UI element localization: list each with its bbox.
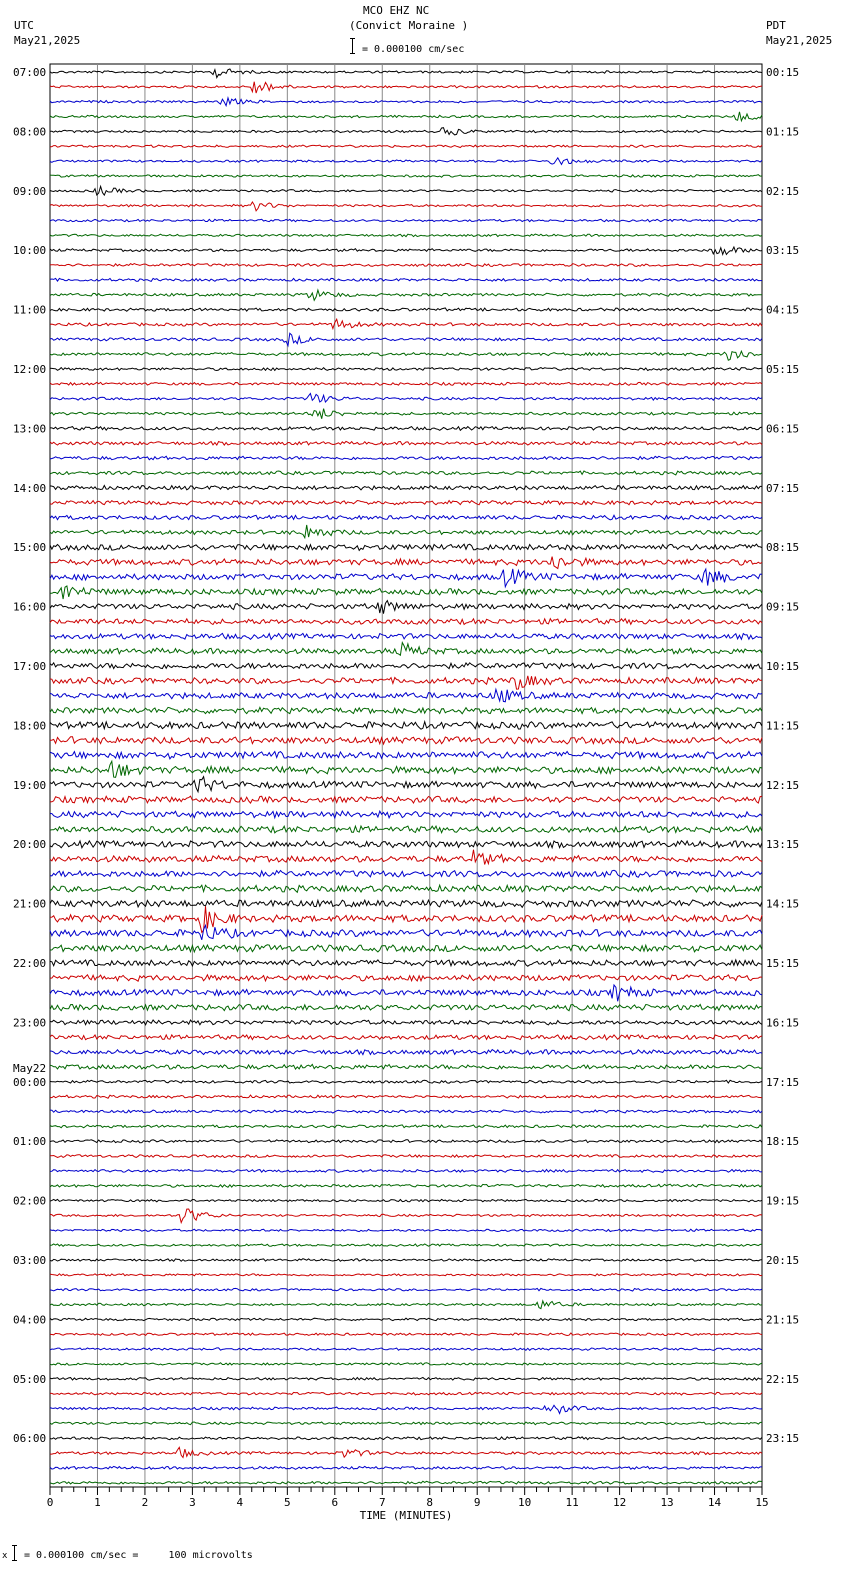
scale-bar-icon (352, 38, 353, 54)
trace-row (50, 796, 762, 803)
footer-scale-label: = 0.000100 cm/sec = 100 microvolts (24, 1550, 253, 1561)
station-title: MCO EHZ NC (363, 4, 430, 17)
trace-row (50, 501, 762, 505)
utc-hour-label: 08:00 (13, 125, 47, 139)
trace-row (50, 1437, 762, 1440)
trace-row (50, 1274, 762, 1276)
trace-row (50, 850, 762, 865)
trace-row (50, 409, 762, 419)
trace-row (50, 663, 762, 669)
trace-row (50, 557, 762, 569)
trace-row (50, 351, 762, 360)
trace-row (50, 975, 762, 981)
trace-row (50, 633, 762, 639)
pdt-hour-label: 12:15 (766, 778, 800, 792)
utc-hour-label: 23:00 (13, 1016, 47, 1030)
trace-row (50, 1348, 762, 1350)
right-date: May21,2025 (766, 34, 833, 47)
pdt-hour-label: 07:15 (766, 481, 800, 495)
pdt-hour-label: 15:15 (766, 957, 800, 970)
left-timezone: UTC (14, 19, 34, 32)
left-date: May21,2025 (14, 34, 81, 47)
trace-row (50, 471, 762, 475)
utc-hour-label: 10:00 (13, 244, 47, 258)
x-tick-label: 10 (518, 1496, 532, 1509)
trace-row (50, 525, 762, 538)
trace-row (50, 1170, 762, 1173)
trace-row (50, 158, 762, 165)
utc-hour-label: 11:00 (13, 303, 47, 317)
pdt-hour-label: 03:15 (766, 244, 800, 258)
x-tick-label: 11 (565, 1496, 579, 1509)
x-tick-label: 4 (236, 1496, 244, 1509)
pdt-hour-label: 22:15 (766, 1372, 800, 1386)
utc-hour-label: 15:00 (13, 541, 47, 555)
trace-row (50, 247, 762, 254)
pdt-hour-label: 21:15 (766, 1313, 800, 1327)
trace-row (50, 308, 762, 311)
trace-row (50, 960, 762, 966)
x-tick-label: 6 (331, 1496, 339, 1509)
pdt-hour-label: 09:15 (766, 600, 800, 614)
trace-row (50, 1080, 762, 1083)
trace-row (50, 1155, 762, 1158)
trace-row (50, 219, 762, 222)
utc-hour-label: 17:00 (13, 660, 47, 673)
x-axis-label: TIME (MINUTES) (359, 1509, 453, 1522)
x-tick-label: 5 (284, 1496, 291, 1509)
right-timezone: PDT (766, 19, 786, 32)
pdt-hour-label: 23:15 (766, 1432, 800, 1446)
trace-row (50, 945, 762, 952)
utc-hour-label: 12:00 (13, 363, 47, 376)
trace-row (50, 264, 762, 267)
trace-row (50, 777, 762, 792)
trace-row (50, 186, 762, 195)
trace-row (50, 643, 762, 656)
trace-row (50, 1481, 762, 1484)
trace-row (50, 1199, 762, 1201)
footer-prefix: x (2, 1551, 8, 1561)
trace-row (50, 885, 762, 892)
x-tick-label: 3 (189, 1496, 196, 1509)
trace-row (50, 544, 762, 550)
trace-row (50, 382, 762, 385)
pdt-hour-label: 10:15 (766, 660, 800, 673)
trace-row (50, 441, 762, 445)
trace-row (50, 826, 762, 833)
trace-row (50, 1064, 762, 1069)
x-tick-label: 14 (707, 1496, 722, 1509)
utc-hour-label: 20:00 (13, 838, 47, 852)
trace-row (50, 394, 762, 403)
trace-row (50, 1209, 762, 1223)
trace-row (50, 900, 762, 907)
trace-row (50, 515, 762, 520)
trace-row (50, 319, 762, 328)
utc-hour-label: 06:00 (13, 1432, 47, 1446)
utc-hour-label: 22:00 (13, 957, 47, 970)
trace-row (50, 1095, 762, 1098)
trace-row (50, 69, 762, 78)
trace-row (50, 1447, 762, 1457)
trace-row (50, 1466, 762, 1469)
trace-row (50, 98, 762, 106)
pdt-hour-label: 05:15 (766, 363, 800, 376)
trace-row (50, 906, 762, 932)
trace-row (50, 1020, 762, 1025)
utc-hour-label: 16:00 (13, 600, 47, 614)
trace-row (50, 1140, 762, 1143)
trace-row (50, 737, 762, 744)
trace-row (50, 1184, 762, 1187)
utc-hour-label: 19:00 (13, 778, 47, 792)
trace-row (50, 1259, 762, 1262)
utc-hour-label: 00:00 (13, 1075, 47, 1089)
utc-hour-label: 14:00 (13, 481, 47, 495)
trace-row (50, 985, 762, 1001)
trace-row (50, 1363, 762, 1365)
scale-label: = 0.000100 cm/sec (362, 44, 465, 55)
site-name: (Convict Moraine ) (349, 19, 469, 32)
utc-hour-label: 04:00 (13, 1313, 47, 1327)
trace-row (50, 290, 762, 300)
trace-row (50, 1110, 762, 1113)
utc-hour-label: 03:00 (13, 1254, 47, 1267)
x-tick-label: 13 (660, 1496, 674, 1509)
trace-row (50, 841, 762, 848)
trace-row (50, 811, 762, 818)
pdt-hour-label: 20:15 (766, 1254, 800, 1267)
pdt-hour-label: 14:15 (766, 897, 800, 911)
trace-row (50, 1125, 762, 1128)
pdt-hour-label: 18:15 (766, 1135, 800, 1149)
trace-row (50, 234, 762, 237)
trace-row (50, 761, 762, 777)
trace-row (50, 456, 762, 460)
pdt-hour-label: 06:15 (766, 422, 800, 436)
plot-frame (50, 64, 762, 1487)
utc-hour-label: 21:00 (13, 897, 47, 911)
pdt-hour-label: 19:15 (766, 1194, 800, 1208)
trace-row (50, 1392, 762, 1395)
utc-hour-label: 01:00 (13, 1135, 47, 1149)
trace-row (50, 112, 762, 121)
trace-row (50, 1301, 762, 1309)
trace-row (50, 586, 762, 599)
utc-hour-label: 07:00 (13, 66, 47, 79)
pdt-hour-label: 13:15 (766, 838, 800, 852)
x-tick-label: 9 (473, 1496, 481, 1509)
trace-row (50, 1004, 762, 1010)
trace-row (50, 1378, 762, 1381)
pdt-hour-label: 04:15 (766, 303, 800, 317)
trace-row (50, 925, 762, 939)
trace-row (50, 619, 762, 625)
utc-hour-label: 13:00 (13, 422, 47, 436)
pdt-hour-label: 02:15 (766, 184, 800, 198)
trace-row (50, 1050, 762, 1055)
date-change-label: May22 (13, 1061, 47, 1075)
utc-hour-label: 05:00 (13, 1372, 47, 1386)
trace-row (50, 1229, 762, 1232)
trace-row (50, 1035, 762, 1040)
utc-hour-label: 18:00 (13, 719, 47, 733)
pdt-hour-label: 08:15 (766, 541, 800, 555)
pdt-hour-label: 16:15 (766, 1016, 800, 1030)
pdt-hour-label: 17:15 (766, 1075, 800, 1089)
trace-row (50, 175, 762, 178)
pdt-hour-label: 01:15 (766, 125, 800, 139)
x-tick-label: 15 (755, 1496, 769, 1509)
trace-row (50, 569, 762, 587)
utc-hour-label: 09:00 (13, 184, 47, 198)
x-tick-label: 12 (612, 1496, 627, 1509)
trace-row (50, 870, 762, 877)
trace-row (50, 145, 762, 148)
footer-scale-bar-icon (14, 1545, 15, 1561)
trace-row (50, 1333, 762, 1336)
trace-row (50, 486, 762, 490)
trace-row (50, 1288, 762, 1291)
x-tick-label: 0 (46, 1496, 54, 1509)
trace-row (50, 1318, 762, 1320)
pdt-hour-label: 11:15 (766, 719, 800, 733)
pdt-hour-label: 00:15 (766, 66, 800, 79)
trace-row (50, 1422, 762, 1425)
x-tick-label: 7 (378, 1496, 386, 1509)
trace-row (50, 707, 762, 713)
trace-row (50, 368, 762, 371)
trace-row (50, 676, 762, 689)
x-tick-label: 8 (426, 1496, 434, 1509)
trace-row (50, 202, 762, 211)
utc-hour-label: 02:00 (13, 1194, 47, 1208)
trace-row (50, 1244, 762, 1247)
trace-row (50, 722, 762, 730)
trace-row (50, 752, 762, 759)
trace-row (50, 689, 762, 702)
trace-row (50, 128, 762, 135)
trace-row (50, 82, 762, 93)
x-tick-label: 1 (94, 1496, 101, 1509)
trace-row (50, 278, 762, 281)
trace-row (50, 427, 762, 431)
trace-row (50, 601, 762, 614)
trace-row (50, 1405, 762, 1413)
x-tick-label: 2 (141, 1496, 149, 1509)
trace-row (50, 333, 762, 345)
